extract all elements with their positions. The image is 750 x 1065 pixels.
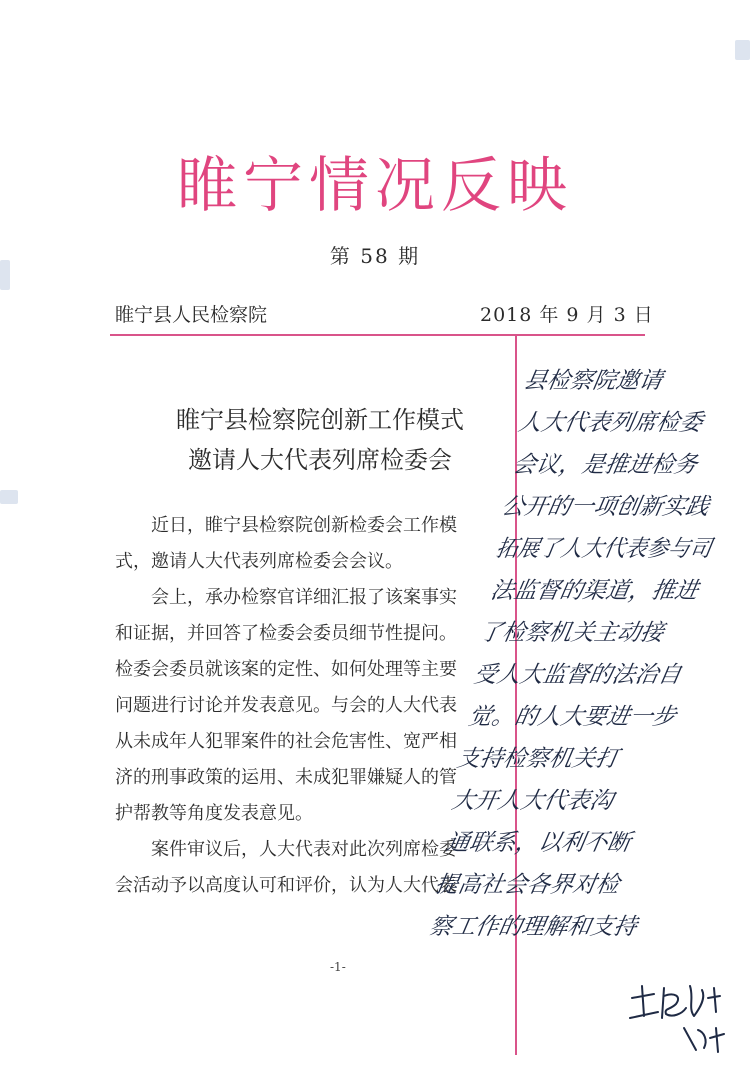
article-line: 式，邀请人大代表列席检委会会议。 — [115, 551, 403, 572]
scan-artifact — [0, 260, 10, 290]
article-line: 从未成年人犯罪案件的社会危害性、宽严相 — [115, 731, 457, 752]
handwritten-line: 觉。的人大要进一步 — [466, 703, 678, 730]
publish-date: 2018 年 9 月 3 日 — [480, 304, 654, 326]
article-line: 案件审议后，人大代表对此次列席检委 — [151, 839, 457, 860]
handwritten-line: 大开人大代表沟 — [449, 787, 616, 814]
handwritten-line: 法监督的渠道，推进 — [488, 577, 701, 604]
article-line: 会上，承办检察官详细汇报了该案事实 — [151, 587, 457, 608]
article-title-line-2: 邀请人大代表列席检委会 — [188, 446, 452, 474]
handwritten-signature — [624, 968, 734, 1058]
page-number: -1- — [330, 960, 346, 974]
article-line: 检委会委员就该案的定性、如何处理等主要 — [115, 659, 457, 680]
handwritten-line: 了检察机关主动接 — [477, 619, 666, 646]
handwritten-line: 通联系，以利不断 — [444, 829, 633, 856]
publisher: 睢宁县人民检察院 — [115, 304, 268, 326]
handwritten-line: 拓展了人大代表参与司 — [494, 535, 729, 562]
article-line: 近日，睢宁县检察院创新检委会工作模 — [151, 515, 457, 536]
issue-number: 第 58 期 — [329, 244, 421, 268]
handwritten-line: 察工作的理解和支持 — [427, 913, 639, 940]
handwritten-note-svg — [427, 358, 750, 968]
handwritten-note — [427, 358, 750, 968]
article-line: 济的刑事政策的运用、未成犯罪嫌疑人的管 — [115, 767, 457, 788]
masthead-title: 睢宁情况反映 — [177, 151, 573, 221]
handwritten-line: 人大代表列席检委 — [516, 409, 705, 436]
scan-artifact — [0, 490, 18, 504]
article-line: 会活动予以高度认可和评价，认为人大代表 — [115, 875, 457, 896]
handwritten-line: 公开的一项创新实践 — [499, 493, 711, 520]
article-line: 和证据，并回答了检委会委员细节性提问。 — [115, 623, 457, 644]
handwritten-line: 提高社会各界对检 — [432, 871, 622, 898]
scan-artifact — [735, 40, 750, 60]
article-line: 问题进行讨论并发表意见。与会的人大代表 — [115, 695, 457, 716]
article-title-line-1: 睢宁县检察院创新工作模式 — [176, 406, 464, 434]
signature-mark — [624, 968, 734, 1058]
header-divider — [110, 334, 645, 336]
article-line: 护帮教等角度发表意见。 — [115, 803, 313, 824]
handwritten-line: 支持检察机关打 — [455, 745, 621, 772]
handwritten-line: 受人大监督的法治自 — [471, 661, 684, 688]
handwritten-line: 会议，是推进检务 — [510, 451, 700, 478]
handwritten-line: 县检察院邀请 — [521, 367, 665, 394]
